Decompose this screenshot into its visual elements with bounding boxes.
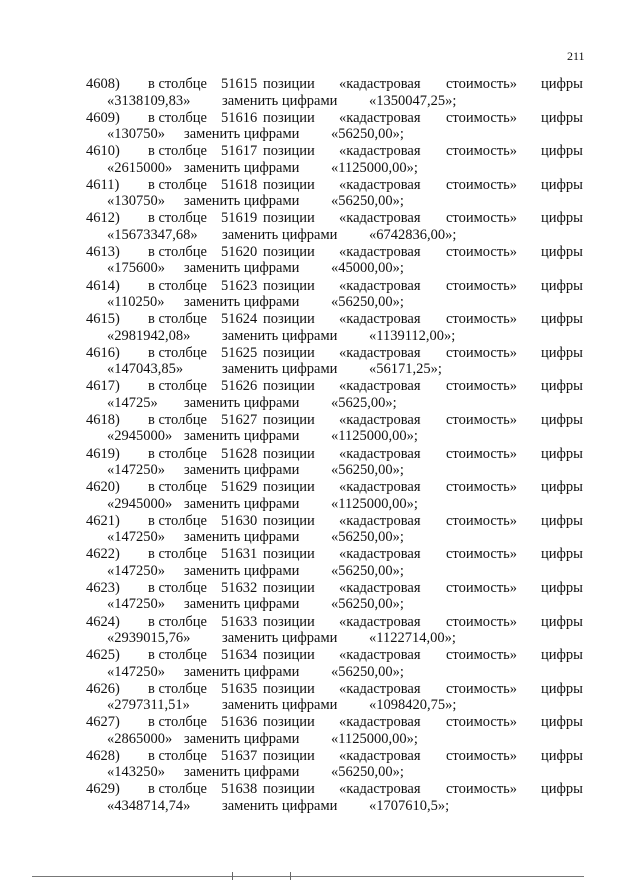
amendment-item — [0, 143, 640, 177]
replace-text: заменить цифрами — [222, 361, 338, 378]
replace-text: заменить цифрами — [222, 797, 338, 814]
new-value: «1139112,00»; — [369, 327, 456, 344]
new-value: «1098420,75»; — [369, 697, 457, 714]
digits-text: цифры — [541, 210, 583, 227]
replace-text: заменить цифрами — [184, 462, 300, 479]
positions-text: позиции — [263, 344, 315, 361]
column-number: 51635 — [221, 680, 258, 697]
digits-text: цифры — [541, 747, 583, 764]
amendment-item — [0, 110, 640, 144]
footer-tick — [290, 872, 291, 880]
cadastral-text: «кадастровая — [339, 546, 421, 563]
positions-text: позиции — [263, 647, 315, 664]
amendment-item — [0, 278, 640, 312]
value-text: стоимость» — [446, 176, 518, 193]
footer-tick — [232, 872, 233, 880]
cadastral-text: «кадастровая — [339, 277, 421, 294]
amendment-item — [0, 748, 640, 782]
cadastral-text: «кадастровая — [339, 479, 421, 496]
replace-text: заменить цифрами — [184, 260, 300, 277]
amendment-number: 4613) — [86, 243, 120, 260]
column-number: 51623 — [221, 277, 258, 294]
new-value: «56250,00»; — [331, 126, 404, 143]
value-text: стоимость» — [446, 76, 518, 92]
digits-text: цифры — [541, 680, 583, 697]
positions-text: позиции — [263, 311, 315, 328]
cadastral-text: «кадастровая — [339, 143, 421, 160]
digits-text: цифры — [541, 411, 583, 428]
amendment-number: 4614) — [86, 277, 120, 294]
digits-text: цифры — [541, 479, 583, 496]
positions-text: позиции — [263, 512, 315, 529]
value-text: стоимость» — [446, 714, 518, 731]
amendment-item — [0, 614, 640, 648]
cadastral-text: «кадастровая — [339, 411, 421, 428]
positions-text: позиции — [263, 210, 315, 227]
in-column-text: в столбце — [148, 714, 207, 731]
digits-text: цифры — [541, 311, 583, 328]
cadastral-text: «кадастровая — [339, 378, 421, 395]
positions-text: позиции — [263, 546, 315, 563]
positions-text: позиции — [263, 109, 315, 126]
cadastral-text: «кадастровая — [339, 512, 421, 529]
old-value: «2865000» — [107, 730, 173, 747]
old-value: «2939015,76» — [107, 630, 191, 646]
amendment-number: 4612) — [86, 210, 120, 227]
value-text: стоимость» — [446, 781, 518, 798]
in-column-text: в столбце — [148, 512, 207, 529]
value-text: стоимость» — [446, 546, 518, 563]
positions-text: позиции — [263, 680, 315, 697]
old-value: «175600» — [107, 260, 165, 277]
value-text: стоимость» — [446, 210, 518, 227]
cadastral-text: «кадастровая — [339, 714, 421, 731]
amendment-item — [0, 479, 640, 513]
amendment-number: 4628) — [86, 747, 120, 764]
digits-text: цифры — [541, 344, 583, 361]
new-value: «45000,00»; — [331, 260, 404, 277]
cadastral-text: «кадастровая — [339, 76, 421, 92]
value-text: стоимость» — [446, 143, 518, 160]
value-text: стоимость» — [446, 579, 518, 596]
in-column-text: в столбце — [148, 210, 207, 227]
positions-text: позиции — [263, 411, 315, 428]
old-value: «2981942,08» — [107, 327, 191, 344]
digits-text: цифры — [541, 277, 583, 294]
digits-text: цифры — [541, 243, 583, 260]
old-value: «147250» — [107, 596, 165, 613]
replace-text: заменить цифрами — [184, 126, 300, 143]
positions-text: позиции — [263, 479, 315, 496]
amendment-number: 4618) — [86, 411, 120, 428]
in-column-text: в столбце — [148, 479, 207, 496]
replace-text: заменить цифрами — [184, 495, 300, 512]
amendment-number: 4623) — [86, 579, 120, 596]
digits-text: цифры — [541, 176, 583, 193]
column-number: 51627 — [221, 411, 258, 428]
old-value: «4348714,74» — [107, 797, 191, 814]
column-number: 51631 — [221, 546, 258, 563]
old-value: «130750» — [107, 193, 165, 210]
cadastral-text: «кадастровая — [339, 579, 421, 596]
positions-text: позиции — [263, 579, 315, 596]
amendment-item — [0, 244, 640, 278]
value-text: стоимость» — [446, 445, 518, 462]
old-value: «2797311,51» — [107, 697, 190, 714]
old-value: «143250» — [107, 764, 165, 781]
new-value: «1350047,25»; — [369, 92, 457, 109]
digits-text: цифры — [541, 512, 583, 529]
in-column-text: в столбце — [148, 445, 207, 462]
cadastral-text: «кадастровая — [339, 176, 421, 193]
amendment-number: 4609) — [86, 109, 120, 126]
replace-text: заменить цифрами — [184, 596, 300, 613]
in-column-text: в столбце — [148, 747, 207, 764]
positions-text: позиции — [263, 243, 315, 260]
digits-text: цифры — [541, 781, 583, 798]
cadastral-text: «кадастровая — [339, 747, 421, 764]
cadastral-text: «кадастровая — [339, 109, 421, 126]
new-value: «56250,00»; — [331, 764, 404, 781]
old-value: «2615000» — [107, 159, 173, 176]
column-number: 51626 — [221, 378, 258, 395]
new-value: «56250,00»; — [331, 596, 404, 613]
digits-text: цифры — [541, 76, 583, 92]
replace-text: заменить цифрами — [222, 92, 338, 109]
positions-text: позиции — [263, 378, 315, 395]
old-value: «130750» — [107, 126, 165, 143]
old-value: «147250» — [107, 562, 165, 579]
positions-text: позиции — [263, 143, 315, 160]
digits-text: цифры — [541, 109, 583, 126]
new-value: «1125000,00»; — [331, 159, 418, 176]
in-column-text: в столбце — [148, 579, 207, 596]
value-text: стоимость» — [446, 680, 518, 697]
old-value: «110250» — [107, 294, 165, 311]
digits-text: цифры — [541, 546, 583, 563]
new-value: «1125000,00»; — [331, 730, 418, 747]
in-column-text: в столбце — [148, 411, 207, 428]
value-text: стоимость» — [446, 479, 518, 496]
positions-text: позиции — [263, 613, 315, 630]
new-value: «1125000,00»; — [331, 495, 418, 512]
old-value: «147250» — [107, 529, 165, 546]
amendment-item — [0, 412, 640, 446]
cadastral-text: «кадастровая — [339, 613, 421, 630]
cadastral-text: «кадастровая — [339, 445, 421, 462]
amendment-number: 4619) — [86, 445, 120, 462]
in-column-text: в столбце — [148, 781, 207, 798]
old-value: «14725» — [107, 394, 158, 411]
footer-divider — [32, 876, 584, 877]
amendment-item — [0, 781, 640, 815]
cadastral-text: «кадастровая — [339, 243, 421, 260]
column-number: 51620 — [221, 243, 258, 260]
value-text: стоимость» — [446, 647, 518, 664]
new-value: «56250,00»; — [331, 462, 404, 479]
cadastral-text: «кадастровая — [339, 647, 421, 664]
replace-text: заменить цифрами — [184, 159, 300, 176]
in-column-text: в столбце — [148, 647, 207, 664]
value-text: стоимость» — [446, 243, 518, 260]
replace-text: заменить цифрами — [184, 394, 300, 411]
amendment-list — [0, 76, 640, 815]
amendment-item — [0, 513, 640, 547]
amendment-item — [0, 714, 640, 748]
cadastral-text: «кадастровая — [339, 344, 421, 361]
value-text: стоимость» — [446, 109, 518, 126]
amendment-number: 4629) — [86, 781, 120, 798]
value-text: стоимость» — [446, 411, 518, 428]
amendment-number: 4608) — [86, 76, 120, 92]
amendment-number: 4616) — [86, 344, 120, 361]
in-column-text: в столбце — [148, 680, 207, 697]
amendment-item — [0, 210, 640, 244]
column-number: 51628 — [221, 445, 258, 462]
column-number: 51616 — [221, 109, 258, 126]
old-value: «15673347,68» — [107, 226, 198, 243]
cadastral-text: «кадастровая — [339, 210, 421, 227]
column-number: 51624 — [221, 311, 258, 328]
amendment-item — [0, 311, 640, 345]
amendment-number: 4622) — [86, 546, 120, 563]
replace-text: заменить цифрами — [184, 428, 300, 445]
page-number: 211 — [567, 49, 585, 63]
positions-text: позиции — [263, 747, 315, 764]
digits-text: цифры — [541, 445, 583, 462]
amendment-number: 4620) — [86, 479, 120, 496]
replace-text: заменить цифрами — [222, 327, 338, 344]
old-value: «2945000» — [107, 428, 173, 445]
replace-text: заменить цифрами — [184, 562, 300, 579]
amendment-item — [0, 76, 640, 110]
old-value: «3138109,83» — [107, 92, 191, 109]
amendment-number: 4627) — [86, 714, 120, 731]
new-value: «1707610,5»; — [369, 797, 450, 814]
replace-text: заменить цифрами — [184, 764, 300, 781]
column-number: 51625 — [221, 344, 258, 361]
cadastral-text: «кадастровая — [339, 781, 421, 798]
column-number: 51615 — [221, 76, 258, 92]
column-number: 51638 — [221, 781, 258, 798]
replace-text: заменить цифрами — [222, 226, 338, 243]
in-column-text: в столбце — [148, 143, 207, 160]
column-number: 51618 — [221, 176, 258, 193]
positions-text: позиции — [263, 445, 315, 462]
digits-text: цифры — [541, 647, 583, 664]
column-number: 51617 — [221, 143, 258, 160]
in-column-text: в столбце — [148, 344, 207, 361]
value-text: стоимость» — [446, 344, 518, 361]
in-column-text: в столбце — [148, 546, 207, 563]
in-column-text: в столбце — [148, 76, 207, 92]
digits-text: цифры — [541, 613, 583, 630]
new-value: «1122714,00»; — [369, 630, 456, 646]
new-value: «56250,00»; — [331, 562, 404, 579]
digits-text: цифры — [541, 714, 583, 731]
digits-text: цифры — [541, 579, 583, 596]
amendment-item — [0, 446, 640, 480]
new-value: «56171,25»; — [369, 361, 442, 378]
in-column-text: в столбце — [148, 311, 207, 328]
column-number: 51633 — [221, 613, 258, 630]
amendment-number: 4626) — [86, 680, 120, 697]
column-number: 51636 — [221, 714, 258, 731]
column-number: 51630 — [221, 512, 258, 529]
amendment-item — [0, 580, 640, 614]
value-text: стоимость» — [446, 378, 518, 395]
column-number: 51632 — [221, 579, 258, 596]
replace-text: заменить цифрами — [222, 697, 338, 714]
amendment-number: 4625) — [86, 647, 120, 664]
value-text: стоимость» — [446, 613, 518, 630]
new-value: «56250,00»; — [331, 193, 404, 210]
amendment-number: 4617) — [86, 378, 120, 395]
amendment-item — [0, 681, 640, 715]
amendment-number: 4611) — [86, 176, 120, 193]
replace-text: заменить цифрами — [184, 663, 300, 680]
replace-text: заменить цифрами — [222, 630, 338, 646]
new-value: «6742836,00»; — [369, 226, 457, 243]
amendment-item — [0, 647, 640, 681]
positions-text: позиции — [263, 176, 315, 193]
in-column-text: в столбце — [148, 378, 207, 395]
column-number: 51637 — [221, 747, 258, 764]
cadastral-text: «кадастровая — [339, 311, 421, 328]
amendment-number: 4610) — [86, 143, 120, 160]
amendment-number: 4615) — [86, 311, 120, 328]
replace-text: заменить цифрами — [184, 529, 300, 546]
in-column-text: в столбце — [148, 243, 207, 260]
column-number: 51629 — [221, 479, 258, 496]
in-column-text: в столбце — [148, 176, 207, 193]
amendment-item — [0, 546, 640, 580]
replace-text: заменить цифрами — [184, 193, 300, 210]
column-number: 51619 — [221, 210, 258, 227]
amendment-item — [0, 177, 640, 211]
value-text: стоимость» — [446, 277, 518, 294]
old-value: «2945000» — [107, 495, 173, 512]
in-column-text: в столбце — [148, 109, 207, 126]
positions-text: позиции — [263, 76, 315, 92]
old-value: «147250» — [107, 462, 165, 479]
in-column-text: в столбце — [148, 277, 207, 294]
new-value: «1125000,00»; — [331, 428, 418, 445]
positions-text: позиции — [263, 277, 315, 294]
amendment-item — [0, 378, 640, 412]
in-column-text: в столбце — [148, 613, 207, 630]
new-value: «5625,00»; — [331, 394, 397, 411]
amendment-item — [0, 345, 640, 379]
replace-text: заменить цифрами — [184, 294, 300, 311]
amendment-number: 4621) — [86, 512, 120, 529]
digits-text: цифры — [541, 378, 583, 395]
replace-text: заменить цифрами — [184, 730, 300, 747]
positions-text: позиции — [263, 714, 315, 731]
amendment-number: 4624) — [86, 613, 120, 630]
value-text: стоимость» — [446, 747, 518, 764]
old-value: «147250» — [107, 663, 165, 680]
column-number: 51634 — [221, 647, 258, 664]
value-text: стоимость» — [446, 311, 518, 328]
value-text: стоимость» — [446, 512, 518, 529]
digits-text: цифры — [541, 143, 583, 160]
cadastral-text: «кадастровая — [339, 680, 421, 697]
new-value: «56250,00»; — [331, 294, 404, 311]
new-value: «56250,00»; — [331, 663, 404, 680]
positions-text: позиции — [263, 781, 315, 798]
new-value: «56250,00»; — [331, 529, 404, 546]
old-value: «147043,85» — [107, 361, 184, 378]
